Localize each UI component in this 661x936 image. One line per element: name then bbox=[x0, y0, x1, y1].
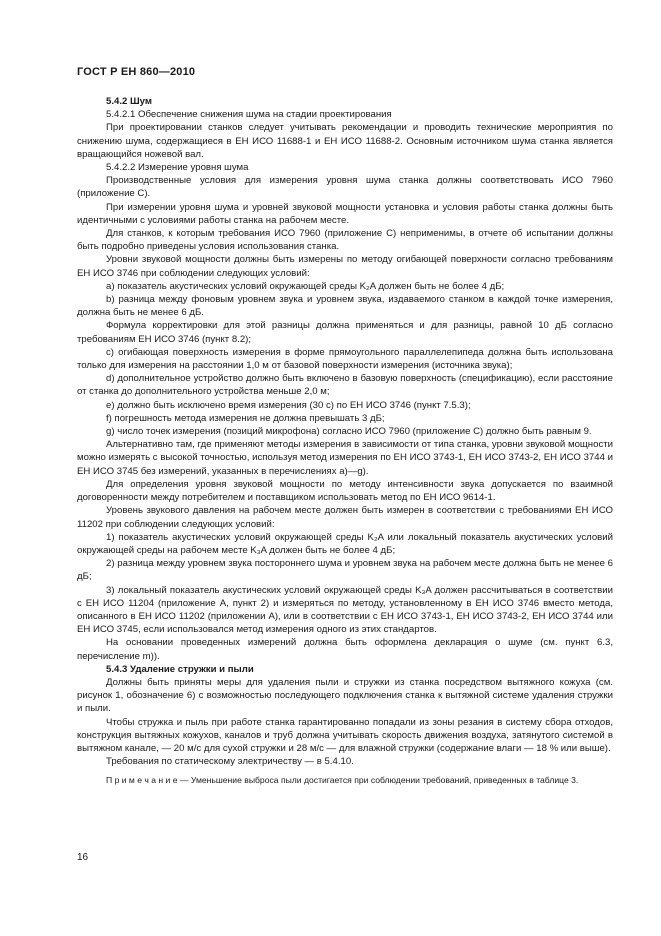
paragraph: Уровень звукового давления на рабочем месте должен быть измерен в соответствии с требованиями ЕН ИСО 11202 при соблюдении следующих условий: bbox=[77, 505, 613, 530]
paragraph: Должны быть приняты меры для удаления пыли и стружки из станка посредством вытяжного кожуха (см. рисунок 1, обозначение 6) с возможностью последующего подключения станка к вытяжной системе удаления стружки и пыли. bbox=[77, 676, 613, 715]
note-text: — Уменьшение выброса пыли достигается при соблюдении требований, приведенных в таблице 3. bbox=[177, 775, 579, 786]
paragraph: При измерении уровня шума и уровней звуковой мощности установка и условия работы станка должны быть идентичными с условиями работы станка на рабочем месте. bbox=[77, 201, 613, 226]
paragraph: Для определения уровня звуковой мощности по методу интенсивности звука допускается по взаимной договоренности между потребителем и поставщиком использовать метод по ЕН ИСО 9614-1. bbox=[77, 478, 613, 504]
paragraph: Уровни звуковой мощности должны быть измерены по методу огибающей поверхности согласно требованиям ЕН ИСО 3746 при соблюдении следующих условий: bbox=[77, 254, 613, 279]
paragraph: Производственные условия для измерения уровня шума станка должны соответствовать ИСО 7960 (приложение С). bbox=[77, 175, 613, 200]
list-item: 2) разница между уровнем звука постороннего шума и уровнем звука на рабочем месте должна быть не менее 6 дБ; bbox=[77, 558, 613, 583]
subsection-heading: 5.4.2.1 Обеспечение снижения шума на стадии проектирования bbox=[106, 109, 392, 121]
paragraph: Требования по статическому электричеству — в 5.4.10. bbox=[106, 756, 354, 768]
list-item: е) должно быть исключено время измерения (30 с) по ЕН ИСО 3746 (пункт 7.5.3); bbox=[106, 399, 471, 411]
paragraph: Для станков, к которым требования ИСО 7960 (приложение С) неприменимы, в отчете об испытании должны быть подробно приведены условия использования станка. bbox=[77, 228, 613, 253]
paragraph: Чтобы стружка и пыль при работе станка гарантированно попадали из зоны резания в систему сбора отходов, конструкция вытяжных кожухов, каналов и труб должна учитывать скорость движения воздуха, затянутого системой в вытяжном канале, — 20 м/с для сухой стружки и 28 м/с — для влажной стружки (содержание влаги — 18 % или выше). bbox=[77, 716, 613, 754]
list-item: 1) показатель акустических условий окружающей среды K₂A или локальный показатель акустических условий окружающей среды на рабочем месте K₃A должен быть не более 4 дБ; bbox=[77, 531, 613, 556]
paragraph: Альтернативно там, где применяют методы измерения в зависимости от типа станка, уровни звуковой мощности можно измерять с высокой точностью, используя метод измерения по ЕН ИСО 3743-1, ЕН ИСО 3743-2, ЕН ИСО 3744 и ЕН ИСО 3745 без измерений, указанных в перечислениях а)—g). bbox=[77, 439, 613, 477]
document-body bbox=[77, 95, 613, 787]
paragraph: Формула корректировки для этой разницы должна применяться и для разницы, равной 10 дБ согласно требованиям ЕН ИСО 3746 (пункт 8.2); bbox=[77, 320, 613, 345]
list-item: b) разница между фоновым уровнем звука и уровнем звука, издаваемого станком в каждой точке измерения, должна быть не менее 6 дБ. bbox=[77, 294, 613, 319]
list-item: а) показатель акустических условий окружающей среды K₂A должен быть не более 4 дБ; bbox=[106, 280, 505, 292]
list-item: 3) локальный показатель акустических условий окружающей среды K₃A должен рассчитываться в соответствии с ЕН ИСО 11204 (приложение А, пункт 2) и измеряться по методу, установленному в ЕН ИСО 3746 вместо метода, описанного в ЕН ИСО 11202 (приложении А), или в соответствии с ЕН ИСО 3743-1, ЕН ИСО 3743-2, ЕН ИСО 3744 или ЕН ИСО 3745, если использовался метод измерения одного из этих стандартов. bbox=[77, 584, 613, 636]
paragraph: При проектировании станков следует учитывать рекомендации и проводить технические мероприятия по снижению шума, содержащиеся в ЕН ИСО 11688-1 и ЕН ИСО 11688-2. Основным источником шума станка является вращающийся ножевой вал. bbox=[77, 122, 613, 160]
page-number: 16 bbox=[77, 852, 89, 863]
document-header: ГОСТ Р ЕН 860—2010 bbox=[77, 66, 196, 78]
list-item: с) огибающая поверхность измерения в форме прямоугольного параллелепипеда должна быть использована только для измерения на расстоянии 1,0 м от базовой поверхности измерения (источника звука); bbox=[77, 346, 613, 372]
section-heading: 5.4.2 Шум bbox=[106, 96, 152, 107]
subsection-heading: 5.4.2.2 Измерение уровня шума bbox=[106, 162, 249, 174]
list-item: d) дополнительное устройство должно быть включено в базовую поверхность (спецификацию), если расстояние от станка до дополнительного устройства меньше 2,0 м; bbox=[77, 373, 613, 398]
section-heading: 5.4.3 Удаление стружки и пыли bbox=[106, 663, 254, 675]
list-item: f) погрешность метода измерения не должна превышать 3 дБ; bbox=[106, 412, 385, 424]
list-item: g) число точек измерения (позиций микрофона) согласно ИСО 7960 (приложение С) должно быть равным 9. bbox=[106, 426, 592, 438]
note bbox=[77, 775, 613, 787]
paragraph: На основании проведенных измерений должна быть оформлена декларация о шуме (см. пункт 6.3, перечисление m)). bbox=[77, 637, 613, 662]
note-label: П р и м е ч а н и е bbox=[106, 775, 178, 786]
